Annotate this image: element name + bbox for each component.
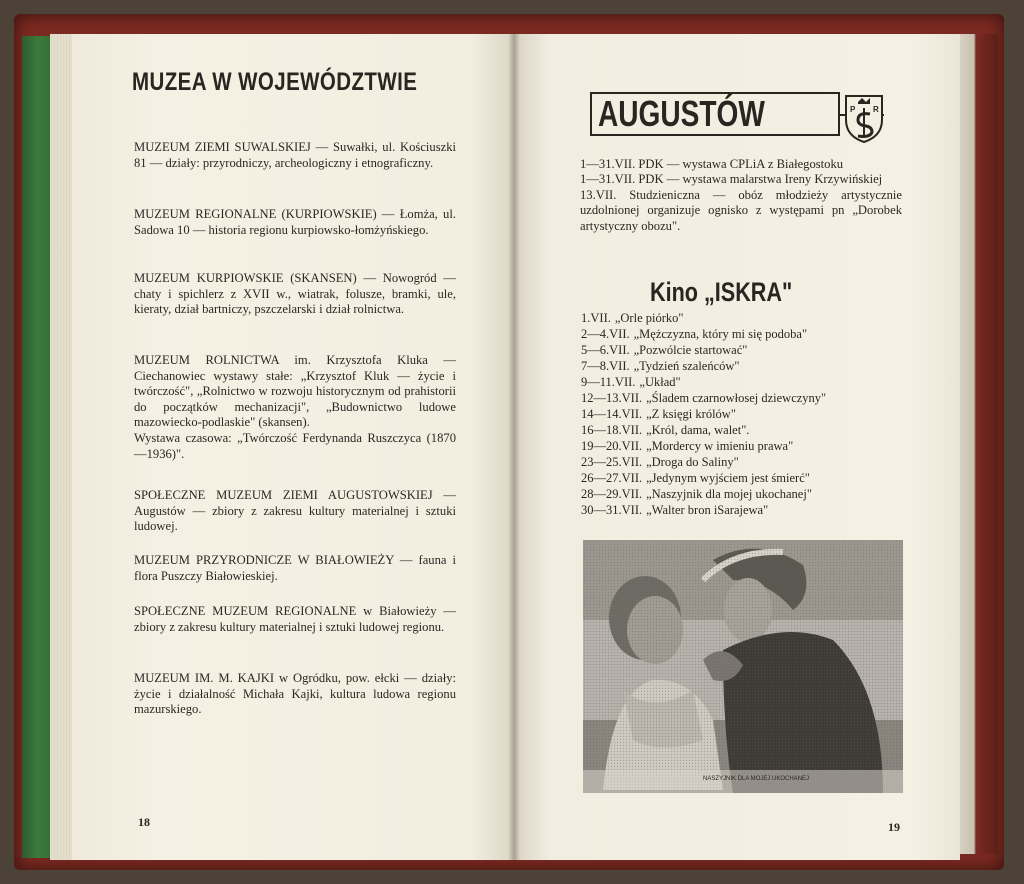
film-title: „Jedynym wyjściem jest śmierć" xyxy=(646,471,810,485)
cover-edge-right xyxy=(958,34,998,854)
film-title: „Mężczyzna, który mi się podoba" xyxy=(633,327,808,341)
events-list xyxy=(580,157,902,234)
film-date: 16—18.VII. xyxy=(581,423,643,437)
film-title: „Droga do Saliny" xyxy=(646,455,739,469)
museum-entry: MUZEUM PRZYRODNICZE W BIAŁOWIEŻY — fauna i flora Puszczy Białowieskiej. xyxy=(134,553,456,583)
film-date: 7—8.VII. xyxy=(581,359,630,373)
film-title: „Pozwólcie startować" xyxy=(633,343,748,357)
film-date: 1.VII. xyxy=(581,311,611,325)
museum-entry: MUZEUM ZIEMI SUWALSKIEJ — Suwałki, ul. Kościuszki 81 — działy: przyrodniczy, archeologiczny i etnograficzny. xyxy=(134,140,456,170)
town-header: AUGUSTÓW xyxy=(598,93,765,134)
film-date: 28—29.VII. xyxy=(581,487,643,501)
film-still-photo xyxy=(583,540,903,793)
left-page-title: MUZEA W WOJEWÓDZTWIE xyxy=(132,68,418,96)
film-row xyxy=(581,326,911,342)
film-date: 26—27.VII. xyxy=(581,471,643,485)
film-date: 14—14.VII. xyxy=(581,407,643,421)
film-date: 30—31.VII. xyxy=(581,503,643,517)
page-number: 19 xyxy=(888,820,900,834)
film-title: „Orle piórko" xyxy=(614,311,684,325)
film-date: 5—6.VII. xyxy=(581,343,630,357)
film-row xyxy=(581,390,911,406)
film-still-image xyxy=(583,540,903,793)
film-date: 9—11.VII. xyxy=(581,375,636,389)
museum-entry: SPOŁECZNE MUZEUM ZIEMI AUGUSTOWSKIEJ — Augustów — zbiory z zakresu kultury materialnej i sztuki ludowej. xyxy=(134,488,456,534)
book-gutter xyxy=(508,34,520,860)
event-item: 13.VII. Studzieniczna — obóz młodzieży artystycznie uzdolnionej organizuje ognisko z występami pn „Dorobek artystyczny obozu". xyxy=(580,187,902,233)
film-date: 2—4.VII. xyxy=(581,327,630,341)
film-row xyxy=(581,374,911,390)
photo-caption: NASZYJNIK DLA MOJEJ UKOCHANEJ xyxy=(703,776,810,782)
museum-entry: MUZEUM IM. M. KAJKI w Ogródku, pow. ełcki — działy: życie i działalność Michała Kajki, kultura ludowa regionu mazurskiego. xyxy=(134,671,456,717)
film-row xyxy=(581,342,911,358)
film-date: 12—13.VII. xyxy=(581,391,643,405)
film-row xyxy=(581,406,911,422)
film-title: „Z księgi królów" xyxy=(646,407,736,421)
film-date: 19—20.VII. xyxy=(581,439,643,453)
film-title: „Śladem czarnowłosej dziewczyny" xyxy=(646,391,827,405)
film-date: 23—25.VII. xyxy=(581,455,643,469)
event-item: 1—31.VII. PDK — wystawa CPLiA z Białegostoku xyxy=(580,157,844,171)
museum-entry: MUZEUM KURPIOWSKIE (SKANSEN) — Nowogród — chaty i spichlerz z XVII w., wiatrak, folusze, bramki, ule, kieraty, dział bartniczy, pszczelarski i dział rolnictwa. xyxy=(134,271,456,317)
film-row xyxy=(581,438,911,454)
film-title: „Tydzień szaleńców" xyxy=(633,359,740,373)
film-row xyxy=(581,486,911,502)
museum-entry: MUZEUM ROLNICTWA im. Krzysztofa Kluka — Ciechanowiec wystawy stałe: „Krzysztof Kluk — życie i twórczość", „Rolnictwo w rozwoju historycznym od prahistorii do początków mechanizacji", „Budownictwo ludowe mazowiecko-podlaskie" (skansen). Wystawa czasowa: „Twórczość Ferdynanda Ruszczyca (1870—1936)". xyxy=(134,353,456,461)
svg-text:P: P xyxy=(850,105,856,114)
cinema-title: Kino „ISKRA" xyxy=(650,277,793,307)
film-title: „Układ" xyxy=(639,375,681,389)
film-row xyxy=(581,502,911,518)
film-title: „Naszyjnik dla mojej ukochanej" xyxy=(646,487,812,501)
film-row xyxy=(581,454,911,470)
film-schedule xyxy=(581,310,911,518)
film-title: „Mordercy w imieniu prawa" xyxy=(646,439,794,453)
film-title: „Walter bron iSarajewa" xyxy=(646,503,769,517)
film-row xyxy=(581,422,911,438)
film-row xyxy=(581,310,911,326)
museum-entry: MUZEUM REGIONALNE (KURPIOWSKIE) — Łomża, ul. Sadowa 10 — historia regionu kurpiowsko-łomżyńskiego. xyxy=(134,207,456,237)
svg-text:R: R xyxy=(873,105,879,114)
event-item: 1—31.VII. PDK — wystawa malarstwa Ireny Krzywińskiej xyxy=(580,172,883,187)
page-number: 18 xyxy=(138,815,150,829)
film-row xyxy=(581,358,911,374)
film-row xyxy=(581,470,911,486)
museum-entry: SPOŁECZNE MUZEUM REGIONALNE w Białowieży — zbiory z zakresu kultury materialnej i sztuki ludowej regionu. xyxy=(134,604,456,634)
film-title: „Król, dama, walet". xyxy=(646,423,750,437)
town-crest-icon xyxy=(840,92,888,144)
